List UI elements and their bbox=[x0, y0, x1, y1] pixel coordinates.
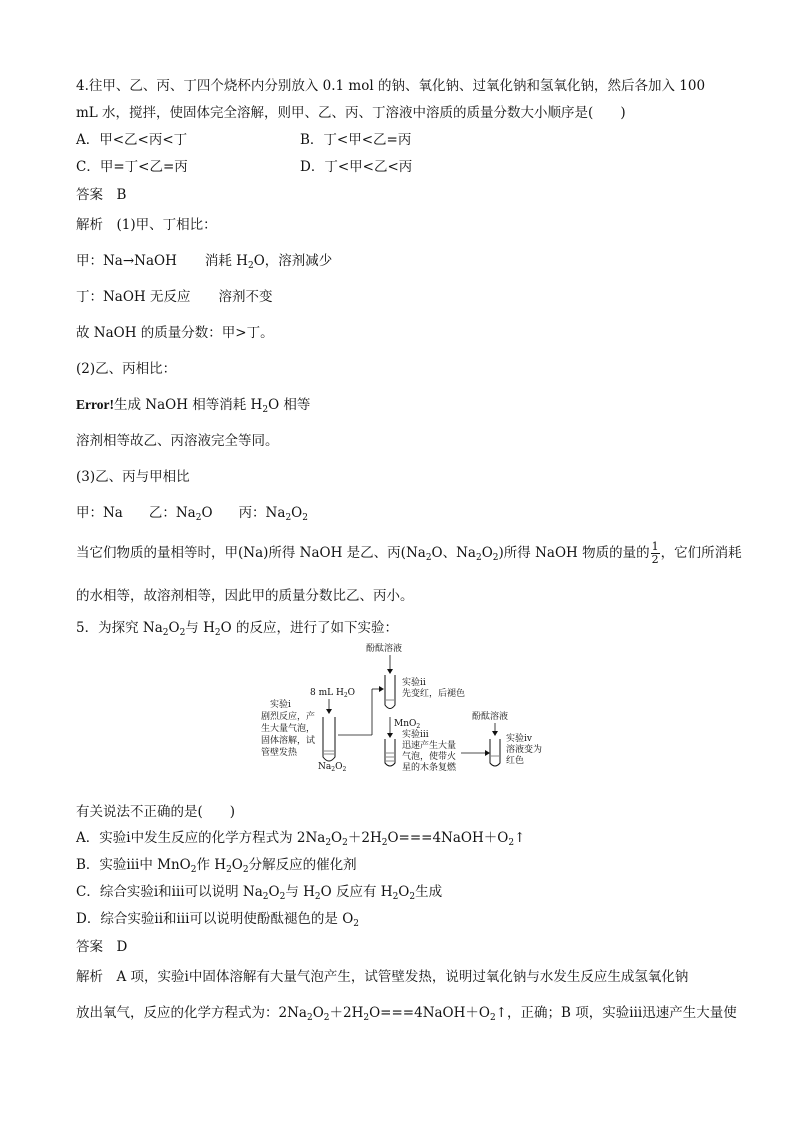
test-tube-3 bbox=[385, 739, 395, 766]
exp3-description bbox=[402, 728, 457, 771]
water-label: 8 mL $H_2O$ bbox=[310, 688, 356, 699]
arrow-head bbox=[387, 669, 393, 674]
q4-stem-line2: mL 水，搅拌，使固体完全溶解，则甲、乙、丙、丁溶液中溶质的质量分数大小顺序是( ) bbox=[76, 105, 626, 121]
svg-text:气泡，使带火: 气泡，使带火 bbox=[402, 752, 457, 762]
top-reagent-label: 酚酞溶液 bbox=[366, 644, 403, 654]
q4-exp-jia-line: 甲：Na→NaOH 消耗 $H_2O$，溶剂减少 bbox=[76, 253, 333, 271]
svg-text:固体溶解，试: 固体溶解，试 bbox=[261, 736, 316, 746]
q5-option-c: C．综合实验ⅰ和ⅲ可以说明 $Na_2O_2$与 $H_2O$ 反应有 $H_2O_2$生成 bbox=[76, 884, 443, 902]
q4-option-c: C．甲=丁<乙=丙 bbox=[76, 159, 188, 175]
svg-text:溶液变为: 溶液变为 bbox=[506, 745, 543, 755]
test-tube-4 bbox=[490, 739, 500, 766]
q4-option-d: D．丁<甲<乙<丙 bbox=[300, 159, 413, 175]
q5-question: 有关说法不正确的是( ) bbox=[76, 804, 236, 820]
test-tube-2 bbox=[385, 675, 395, 709]
experiment-diagram bbox=[256, 641, 576, 771]
svg-text:实验iv: 实验iv bbox=[506, 734, 532, 744]
svg-text:红色: 红色 bbox=[506, 756, 525, 766]
q4-exp-error-line: Error!生成 NaOH 相等消耗 $H_2O$ 相等 bbox=[76, 397, 311, 415]
q4-answer: 答案 B bbox=[76, 187, 127, 203]
q4-exp-head-3: (3)乙、丙与甲相比 bbox=[76, 469, 190, 485]
q4-exp-conclusion-1: 故 NaOH 的质量分数：甲>丁。 bbox=[76, 325, 274, 341]
exp2-description bbox=[402, 676, 465, 699]
svg-text:迅速产生大量: 迅速产生大量 bbox=[402, 741, 457, 751]
q4-exp-paragraph-line2: 的水相等，故溶剂相等，因此甲的质量分数比乙、丙小。 bbox=[76, 588, 414, 604]
q5-stem: 5．为探究 $Na_2O_2$与 $H_2O$ 的反应，进行了如下实验： bbox=[76, 620, 398, 638]
q4-exp-conclusion-2: 溶剂相等故乙、丙溶液完全等同。 bbox=[76, 433, 279, 449]
q5-explanation-line2: 放出氧气，反应的化学方程式为：$2Na_2O_2+2H_2O===4NaOH+O_2↑$，正确；B 项，实验ⅲ迅速产生大量使 bbox=[76, 1005, 737, 1023]
q5-option-a: A．实验ⅰ中发生反应的化学方程式为 $2Na_2O_2+2H_2O===4NaOH+O_2↑$ bbox=[76, 830, 526, 848]
arrow-head bbox=[326, 709, 332, 714]
svg-text:星的木条复燃: 星的木条复燃 bbox=[402, 763, 457, 771]
q5-answer: 答案 D bbox=[76, 939, 128, 955]
error-marker: Error! bbox=[76, 397, 114, 412]
svg-text:生大量气泡，: 生大量气泡， bbox=[261, 724, 316, 734]
arrow-head bbox=[485, 750, 490, 756]
svg-text:实验iii: 实验iii bbox=[402, 730, 429, 740]
one-half-fraction: $\frac{1}{2}$ bbox=[651, 540, 659, 566]
catalyst-label: MnO$_2$ bbox=[394, 719, 421, 730]
arrow-head bbox=[492, 731, 498, 736]
svg-text:实验ii: 实验ii bbox=[402, 678, 426, 688]
q4-explanation-head: 解析 (1)甲、丁相比： bbox=[76, 217, 217, 233]
svg-text:实验i: 实验i bbox=[270, 700, 291, 710]
svg-text:剧烈反应，产: 剧烈反应，产 bbox=[261, 712, 316, 722]
q4-exp-head-2: (2)乙、丙相比： bbox=[76, 361, 177, 377]
solid-label: $Na_2O_2$ bbox=[318, 762, 347, 771]
q4-option-a: A．甲<乙<丙<丁 bbox=[76, 132, 188, 148]
q5-option-b: B．实验ⅲ中 MnO$_2$作 $H_2O_2$分解反应的催化剂 bbox=[76, 857, 357, 875]
q4-option-b: B．丁<甲<乙=丙 bbox=[300, 132, 412, 148]
svg-text:管壁发热: 管壁发热 bbox=[261, 748, 298, 758]
q4-exp-ding-line: 丁：NaOH 无反应 溶剂不变 bbox=[76, 289, 273, 305]
exp4-description bbox=[506, 732, 542, 766]
exp1-description bbox=[261, 698, 315, 758]
q5-option-d: D．综合实验ⅱ和ⅲ可以说明使酚酞褪色的是 $O_2$ bbox=[76, 911, 360, 929]
arrow-head bbox=[379, 686, 384, 692]
svg-text:先变红，后褪色: 先变红，后褪色 bbox=[402, 689, 466, 699]
q5-explanation-line1: 解析 A 项，实验ⅰ中固体溶解有大量气泡产生，试管壁发热，说明过氧化钠与水发生反应生成氢氧化钠 bbox=[76, 969, 689, 985]
right-reagent-label: 酚酞溶液 bbox=[472, 712, 509, 722]
q4-exp-paragraph-line1: 当它们物质的量相等时，甲(Na)所得 NaOH 是乙、丙($Na_2O$、$Na_2O_2$)所得 NaOH 物质的量的 $\frac{1}{2}$ ，它们所消耗 bbox=[76, 540, 742, 566]
test-tube-1 bbox=[323, 717, 335, 761]
q4-exp-compare-line: 甲：Na 乙：$Na_2O$ 丙：$Na_2O_2$ bbox=[76, 505, 308, 523]
arrow-head bbox=[387, 733, 393, 738]
q4-stem-line1: 4.往甲、乙、丙、丁四个烧杯内分别放入 0.1 mol 的钠、氧化钠、过氧化钠和氢氧化钠，然后各加入 100 bbox=[76, 78, 706, 94]
